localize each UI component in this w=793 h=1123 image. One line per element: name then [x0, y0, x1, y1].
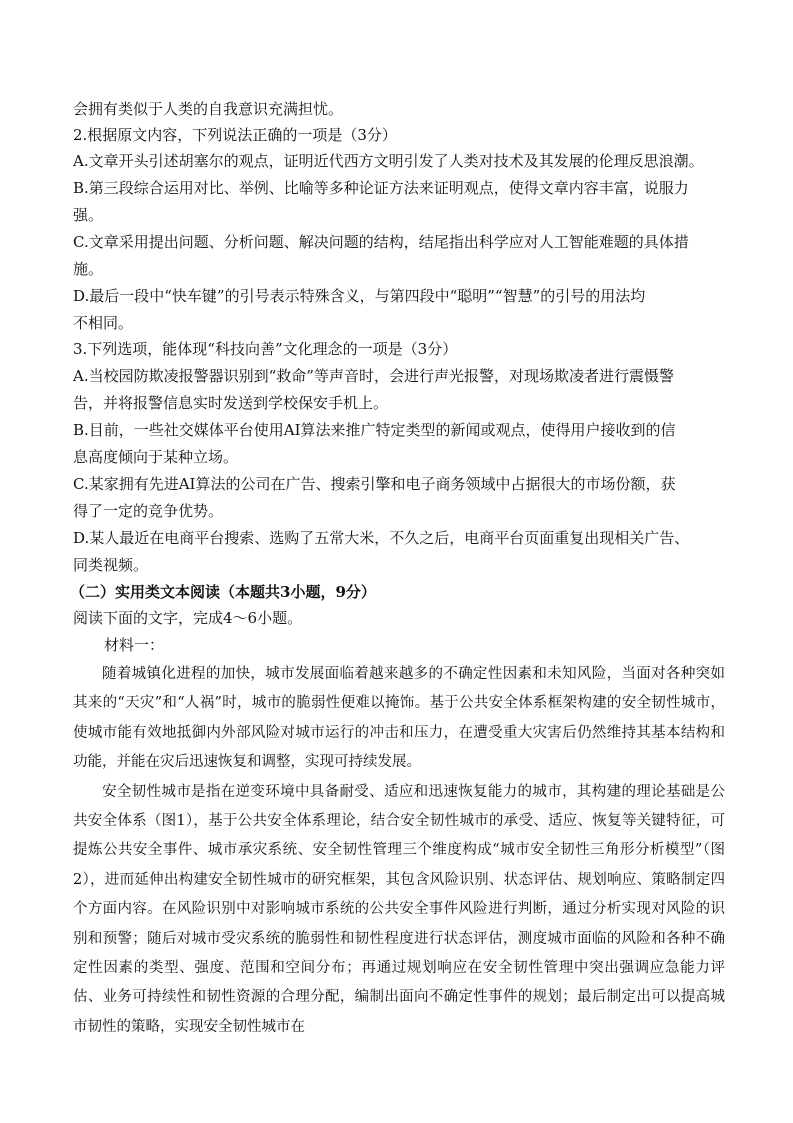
option-3d: D.某人最近在电商平台搜索、选购了五常大米，不久之后，电商平台页面重复出现相关广告、	[73, 529, 690, 547]
option-2d: D.最后一段中“快车键”的引号表示特殊含义，与第四段中“聪明”“智慧”的引号的用法均	[73, 287, 646, 305]
option-3c: C.某家拥有先进AI算法的公司在广告、搜索引擎和电子商务领域中占据很大的市场份额，获	[73, 475, 676, 493]
option-2a: A.文章开头引述胡塞尔的观点，证明近代西方文明引发了人类对技术及其发展的伦理反思浪潮。	[73, 152, 704, 170]
text-line: 不相同。	[73, 314, 134, 332]
option-3a: A.当校园防欺凌报警器识别到“救命”等声音时，会进行声光报警，对现场欺凌者进行震慑警	[73, 367, 674, 385]
text-line: 施。	[73, 260, 104, 278]
text-line: 会拥有类似于人类的自我意识充满担忧。	[73, 100, 344, 118]
option-3b: B.目前，一些社交媒体平台使用AI算法来推广特定类型的新闻或观点，使得用户接收到的信	[73, 421, 676, 439]
option-2b: B.第三段综合运用对比、举例、比喻等多种论证方法来证明观点，使得文章内容丰富，说服力	[73, 179, 689, 197]
text-line: 告，并将报警信息实时发送到学校保安手机上。	[73, 394, 389, 412]
paragraph: 安全韧性城市是指在逆变环境中具备耐受、适应和迅速恢复能力的城市，其构建的理论基础是公共安全体系（图1），基于公共安全体系理论，结合安全韧性城市的承受、适应、恢复等关键特征，可提炼公共安全事件、城市承灾系统、安全韧性管理三个维度构成“城市安全韧性三角形分析模型”（图2），进而延伸出构建安全韧性城市的研究框架，其包含风险识别、状态评估、规划响应、策略制定四个方面内容。在风险识别中对影响城市系统的公共安全事件风险进行判断，通过分析实现对风险的识别和预警；随后对城市受灾系统的脆弱性和韧性程度进行状态评估，测度城市面临的风险和各种不确定性因素的类型、强度、范围和空间分布；再通过规划响应在安全韧性管理中突出强调应急能力评估、业务可持续性和韧性资源的合理分配，编制出面向不确定性事件的规划；最后制定出可以提高城市韧性的策略，实现安全韧性城市在	[73, 783, 725, 1035]
text-line: 同类视频。	[73, 556, 149, 574]
section-heading: （二）实用类文本阅读（本题共3小题，9分）	[70, 583, 376, 601]
text-line: 得了一定的竞争优势。	[73, 502, 224, 520]
material-one-body	[73, 660, 725, 1042]
material-label: 材料一：	[104, 636, 165, 654]
paragraph: 随着城镇化进程的加快，城市发展面临着越来越多的不确定性因素和未知风险，当面对各种突如其来的“天灾”和“人祸”时，城市的脆弱性便难以掩饰。基于公共安全体系框架构建的安全韧性城市，使城市能有效地抵御内外部风险对城市运行的冲击和压力，在遭受重大灾害后仍然维持其基本结构和功能，并能在灾后迅速恢复和调整，实现可持续发展。	[73, 666, 725, 771]
option-2c: C.文章采用提出问题、分析问题、解决问题的结构，结尾指出科学应对人工智能难题的具体措	[73, 233, 689, 251]
question-2-stem: 2.根据原文内容，下列说法正确的一项是（3分）	[73, 126, 397, 144]
instruction: 阅读下面的文字，完成4～6小题。	[73, 609, 303, 627]
text-line: 强。	[73, 206, 104, 224]
text-line: 息高度倾向于某种立场。	[73, 448, 239, 466]
question-3-stem: 3.下列选项，能体现“科技向善”文化理念的一项是（3分）	[73, 340, 458, 358]
